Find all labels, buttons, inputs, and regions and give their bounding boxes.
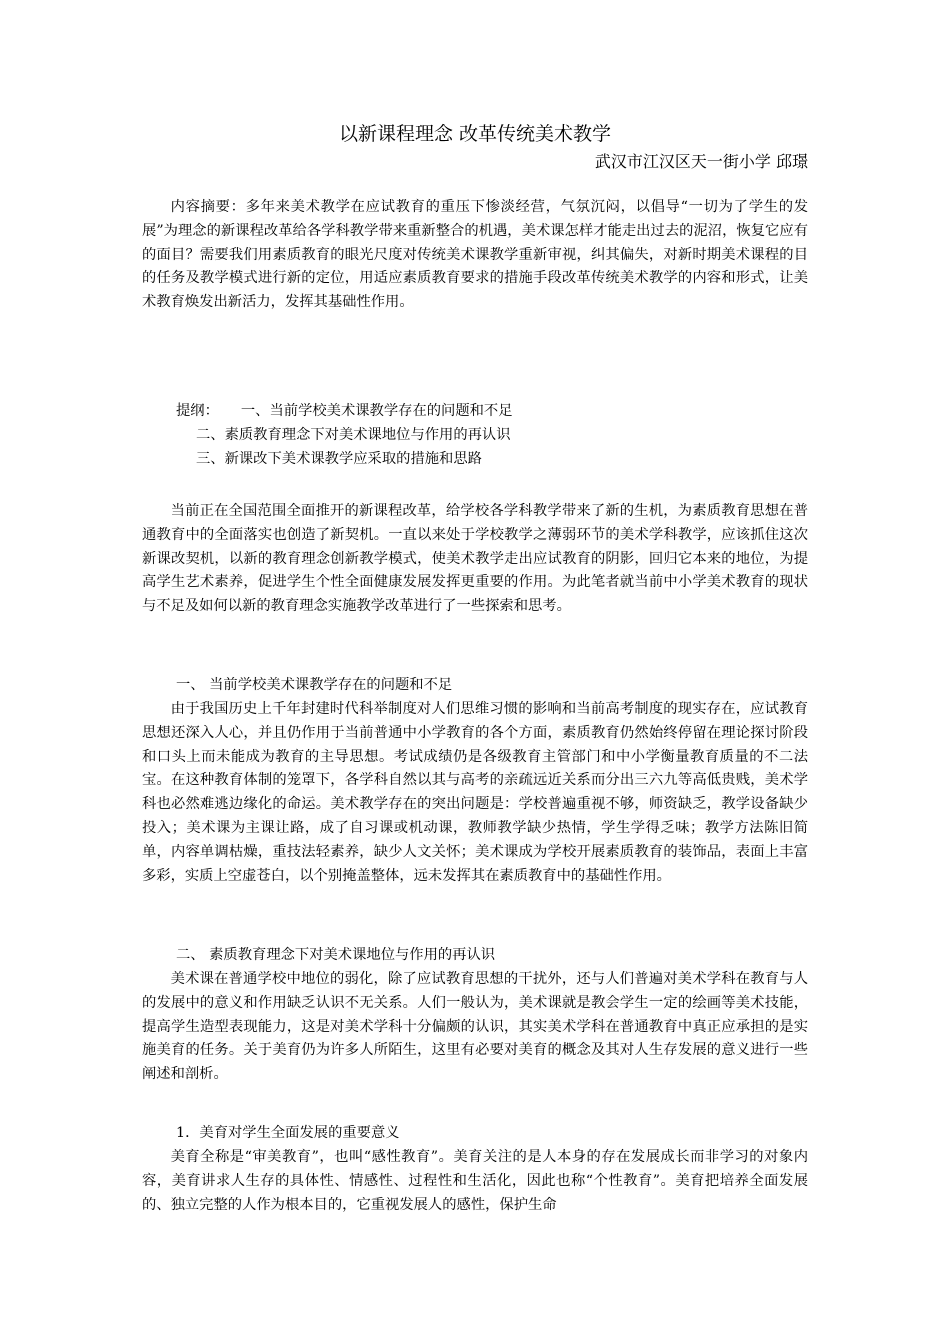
document-author: 武汉市江汉区天一街小学 邱璟 xyxy=(594,152,808,171)
outline-first-line xyxy=(176,400,513,424)
outline-label: 提纲： xyxy=(176,403,219,419)
section1-heading: 一、 当前学校美术课教学存在的问题和不足 xyxy=(176,677,453,693)
section1-body: 由于我国历史上千年封建时代科举制度对人们思维习惯的影响和当前高考制度的现实存在，应试教育思想还深入人心，并且仍作用于当前普通中小学教育的各个方面，素质教育仍然始终停留在理论探讨阶段和口头上而未能成为教育的主导思想。考试成绩仍是各级教育主管部门和中小学衡量教育质量的不二法宝。在这种教育体制的笼罩下，各学科自然以其与高考的亲疏远近关系而分出三六九等高低贵贱，美术学科也必然难逃边缘化的命运。美术教学存在的突出问题是：学校普遍重视不够，师资缺乏，教学设备缺少投入；美术课为主课让路，成了自习课或机动课，教师教学缺少热情，学生学得乏味；教学方法陈旧简单，内容单调枯燥，重技法轻素养，缺少人文关怀；美术课成为学校开展素质教育的装饰品，表面上丰富多彩，实质上空虚苍白，以个别掩盖整体，远未发挥其在素质教育中的基础性作用。 xyxy=(142,701,808,884)
section2-body: 美术课在普通学校中地位的弱化，除了应试教育思想的干扰外，还与人们普遍对美术学科在教育与人的发展中的意义和作用缺乏认识不无关系。人们一般认为，美术课就是教会学生一定的绘画等美术技能，提高学生造型表现能力，这是对美术学科十分偏颇的认识，其实美术学科在普通教育中真正应承担的是实施美育的任务。关于美育仍为许多人所陌生，这里有必要对美育的概念及其对人生存发展的意义进行一些阐述和剖析。 xyxy=(142,971,808,1083)
intro-paragraph: 当前正在全国范围全面推开的新课程改革，给学校各学科教学带来了新的生机，为素质教育思想在普通教育中的全面落实也创造了新契机。一直以来处于学校教学之薄弱环节的美术学科教学，应该抓住这次新课改契机，以新的教育理念创新教学模式，使美术教学走出应试教育的阴影，回归它本来的地位，为提高学生艺术素养，促进学生个性全面健康发展发挥更重要的作用。为此笔者就当前中小学美术教育的现状与不足及如何以新的教育理念实施教学改革进行了一些探索和思考。 xyxy=(142,503,808,615)
abstract-paragraph: 内容摘要：多年来美术教学在应试教育的重压下惨淡经营，气氛沉闷，以倡导“一切为了学生的发展”为理念的新课程改革给各学科教学带来重新整合的机遇，美术课怎样才能走出过去的泥沼，恢复它应有的面目？需要我们用素质教育的眼光尺度对传统美术课教学重新审视，纠其偏失，对新时期美术课程的目的任务及教学模式进行新的定位，用适应素质教育要求的措施手段改革传统美术教学的内容和形式，让美术教育焕发出新活力，发挥其基础性作用。 xyxy=(142,199,808,311)
subsection1-heading: 1．美育对学生全面发展的重要意义 xyxy=(176,1125,400,1141)
section2-heading: 二、 素质教育理念下对美术课地位与作用的再认识 xyxy=(176,947,496,963)
outline-item-1: 一、当前学校美术课教学存在的问题和不足 xyxy=(240,403,513,419)
subsection1-body: 美育全称是“审美教育”，也叫“感性教育”。美育关注的是人本身的存在发展成长而非学习的对象内容，美育讲求人生存的具体性、情感性、过程性和生活化，因此也称“个性教育”。美育把培养全面发展的、独立完整的人作为根本目的，它重视发展人的感性，保护生命 xyxy=(142,1149,808,1213)
outline-item-2: 二、素质教育理念下对美术课地位与作用的再认识 xyxy=(196,427,511,443)
outline-item-3: 三、新课改下美术课教学应采取的措施和思路 xyxy=(196,451,482,467)
document-title: 以新课程理念 改革传统美术教学 xyxy=(338,123,612,145)
